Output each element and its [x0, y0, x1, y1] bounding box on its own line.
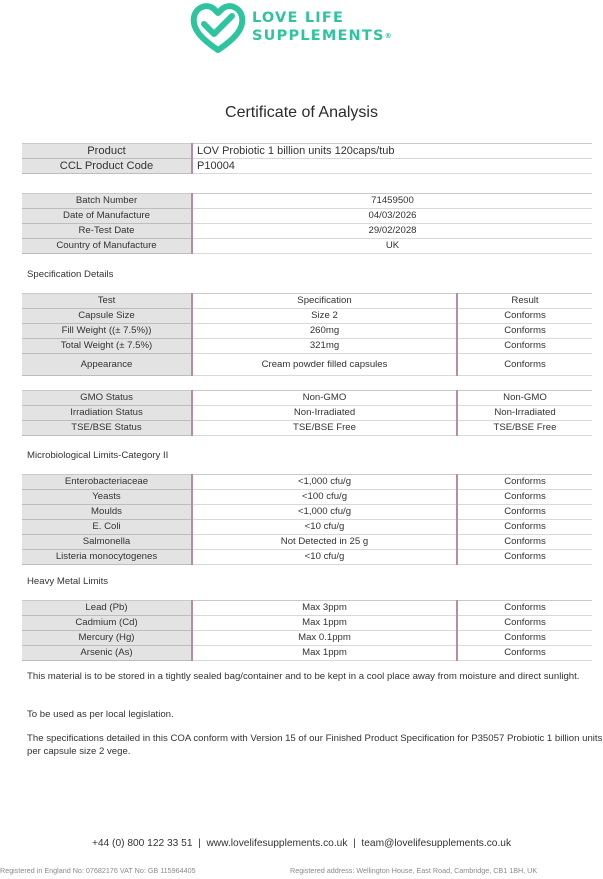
footer-address: Registered address: Wellington House, East Road, Cambridge, CB1 1BH, UK [290, 866, 538, 875]
table-row [22, 239, 592, 254]
test-spec: <10 cfu/g [192, 520, 457, 535]
test-name: Fill Weight ((± 7.5%)) [22, 324, 192, 339]
test-name: Total Weight (± 7.5%) [22, 339, 192, 354]
table-row [22, 309, 592, 324]
test-result: Conforms [457, 505, 592, 520]
table-row [22, 421, 592, 436]
table-row [22, 406, 592, 421]
table-row [22, 324, 592, 339]
test-spec: Cream powder filled capsules [192, 354, 457, 376]
test-result: Non-GMO [457, 391, 592, 406]
test-name: Appearance [22, 354, 192, 376]
manufacture-date-label: Date of Manufacture [22, 209, 192, 224]
test-name: E. Coli [22, 520, 192, 535]
table-row [22, 144, 592, 159]
test-spec: Max 3ppm [192, 601, 457, 616]
test-spec: 321mg [192, 339, 457, 354]
test-result: Conforms [457, 475, 592, 490]
table-row [22, 391, 592, 406]
table-row [22, 339, 592, 354]
test-name: Moulds [22, 505, 192, 520]
micro-table [22, 474, 592, 565]
registered-mark: ® [384, 32, 393, 40]
test-result: Conforms [457, 324, 592, 339]
test-spec: Size 2 [192, 309, 457, 324]
table-row [22, 354, 592, 376]
test-name: Listeria monocytogenes [22, 550, 192, 565]
table-row [22, 520, 592, 535]
test-result: Conforms [457, 520, 592, 535]
test-name: TSE/BSE Status [22, 421, 192, 436]
test-spec: <1,000 cfu/g [192, 475, 457, 490]
micro-heading: Microbiological Limits-Category II [27, 450, 169, 461]
col-header-result: Result [457, 294, 592, 309]
test-spec: Non-GMO [192, 391, 457, 406]
table-row [22, 601, 592, 616]
spec-heading: Specification Details [27, 269, 114, 280]
legislation-note: To be used as per local legislation. [27, 709, 174, 720]
product-label: Product [22, 144, 192, 159]
table-header-row [22, 294, 592, 309]
test-name: GMO Status [22, 391, 192, 406]
test-result: TSE/BSE Free [457, 421, 592, 436]
table-row [22, 209, 592, 224]
test-spec: Max 0.1ppm [192, 631, 457, 646]
product-code-label: CCL Product Code [22, 159, 192, 174]
footer-registration: Registered in England No: 07682176 VAT No: GB 115964405 [0, 866, 196, 875]
test-spec: 260mg [192, 324, 457, 339]
brand-wordmark [252, 9, 393, 45]
page-title: Certificate of Analysis [225, 104, 378, 121]
test-spec: <1,000 cfu/g [192, 505, 457, 520]
table-row [22, 490, 592, 505]
retest-date-value: 29/02/2028 [192, 224, 592, 239]
manufacture-date-value: 04/03/2026 [192, 209, 592, 224]
metals-table [22, 600, 592, 661]
test-result: Conforms [457, 490, 592, 505]
table-row [22, 475, 592, 490]
test-result: Conforms [457, 631, 592, 646]
spec-table [22, 293, 592, 376]
product-code-value: P10004 [192, 159, 592, 174]
col-header-test: Test [22, 294, 192, 309]
test-name: Capsule Size [22, 309, 192, 324]
batch-table [22, 193, 592, 254]
product-table [22, 143, 592, 174]
test-name: Irradiation Status [22, 406, 192, 421]
test-result: Conforms [457, 601, 592, 616]
table-row [22, 224, 592, 239]
test-name: Salmonella [22, 535, 192, 550]
test-name: Yeasts [22, 490, 192, 505]
test-name: Enterobacteriaceae [22, 475, 192, 490]
metals-heading: Heavy Metal Limits [27, 576, 109, 587]
test-name: Lead (Pb) [22, 601, 192, 616]
table-row [22, 194, 592, 209]
table-row [22, 159, 592, 174]
test-spec: <100 cfu/g [192, 490, 457, 505]
test-spec: Max 1ppm [192, 646, 457, 661]
country-value: UK [192, 239, 592, 254]
batch-number-label: Batch Number [22, 194, 192, 209]
test-name: Cadmium (Cd) [22, 616, 192, 631]
test-result: Conforms [457, 339, 592, 354]
test-name: Arsenic (As) [22, 646, 192, 661]
test-result: Conforms [457, 309, 592, 324]
test-result: Conforms [457, 616, 592, 631]
col-header-spec: Specification [192, 294, 457, 309]
test-result: Non-Irradiated [457, 406, 592, 421]
test-spec: <10 cfu/g [192, 550, 457, 565]
product-value: LOV Probiotic 1 billion units 120caps/tub [192, 144, 592, 159]
batch-number-value: 71459500 [192, 194, 592, 209]
heart-logo-icon [190, 2, 246, 54]
test-result: Conforms [457, 535, 592, 550]
table-row [22, 616, 592, 631]
footer-contact: +44 (0) 800 122 33 51 | www.lovelifesupplements.co.uk | team@lovelifesupplements.co.uk [91, 838, 512, 849]
table-row [22, 550, 592, 565]
country-label: Country of Manufacture [22, 239, 192, 254]
storage-note: This material is to be stored in a tightly sealed bag/container and to be kept in a cool place away from moisture and direct sunlight. [27, 671, 580, 682]
brand-line1: LOVE LIFE [252, 10, 345, 26]
table-row [22, 505, 592, 520]
test-result: Conforms [457, 354, 592, 376]
table-row [22, 646, 592, 661]
test-result: Conforms [457, 646, 592, 661]
brand-line2: SUPPLEMENTS [252, 28, 385, 44]
test-spec: Max 1ppm [192, 616, 457, 631]
retest-date-label: Re-Test Date [22, 224, 192, 239]
test-name: Mercury (Hg) [22, 631, 192, 646]
test-spec: Not Detected in 25 g [192, 535, 457, 550]
conformity-note: The specifications detailed in this COA conform with Version 15 of our Finished Product Specification for P35057 Probiotic 1 billion units per capsule size 2 vege. [27, 733, 603, 757]
status-table [22, 390, 592, 436]
test-spec: TSE/BSE Free [192, 421, 457, 436]
test-spec: Non-Irradiated [192, 406, 457, 421]
table-row [22, 535, 592, 550]
table-row [22, 631, 592, 646]
test-result: Conforms [457, 550, 592, 565]
brand-logo [190, 2, 420, 54]
